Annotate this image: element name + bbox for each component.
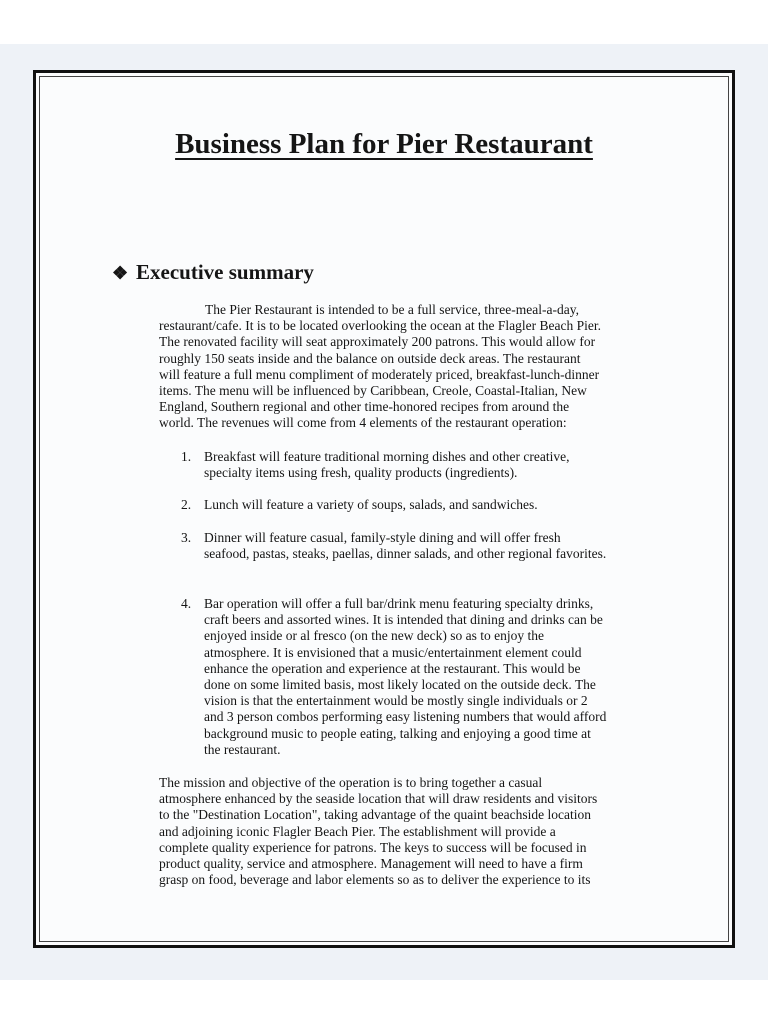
diamond-bullet-icon: ❖ — [112, 263, 129, 283]
list-item-line: and 3 person combos performing easy listening numbers that would afford — [204, 709, 607, 725]
list-item-line: craft beers and assorted wines. It is intended that dining and drinks can be — [204, 612, 603, 628]
paragraph-line: items. The menu will be influenced by Caribbean, Creole, Coastal-Italian, New — [159, 383, 587, 399]
list-item-line: vision is that the entertainment would be mostly single individuals or 2 — [204, 693, 588, 709]
list-item-number: 2. — [181, 497, 192, 512]
list-item-breakfast — [181, 449, 661, 481]
paragraph-line: The renovated facility will seat approximately 200 patrons. This would allow for — [159, 334, 596, 350]
paragraph-line: will feature a full menu compliment of moderately priced, breakfast-lunch-dinner — [159, 366, 600, 382]
paragraph-line: product quality, service and atmosphere. Management will need to have a firm — [159, 856, 583, 872]
list-item-bar-operation — [181, 596, 661, 758]
list-item-lunch — [181, 497, 661, 513]
list-item-line: specialty items using fresh, quality products (ingredients). — [204, 465, 518, 481]
list-item-line: enjoyed inside or al fresco (on the new deck) so as to enjoy the — [204, 628, 545, 644]
list-item-dinner — [181, 530, 661, 562]
intro-paragraph — [159, 302, 659, 432]
paragraph-line: restaurant/cafe. It is to be located overlooking the ocean at the Flagler Beach Pier. — [159, 318, 601, 334]
paragraph-line: The mission and objective of the operation is to bring together a casual — [159, 775, 543, 790]
section-heading-text: Executive summary — [136, 260, 314, 284]
list-item-line: Bar operation will offer a full bar/drink menu featuring specialty drinks, — [204, 596, 594, 611]
list-item-line: Lunch will feature a variety of soups, salads, and sandwiches. — [204, 497, 538, 512]
paragraph-line: to the "Destination Location", taking advantage of the quaint beachside location — [159, 807, 592, 823]
list-item-line: done on some limited basis, most likely located on the outside deck. The — [204, 677, 596, 693]
paragraph-line: grasp on food, beverage and labor elements so as to deliver the experience to its — [159, 872, 591, 888]
list-item-number: 1. — [181, 449, 192, 464]
section-heading — [112, 260, 314, 285]
list-item-line: enhance the operation and experience at the restaurant. This would be — [204, 660, 581, 676]
paragraph-line: complete quality experience for patrons. The keys to success will be focused in — [159, 839, 587, 855]
list-item-line: the restaurant. — [204, 741, 281, 757]
list-item-number: 3. — [181, 530, 192, 545]
paragraph-line: atmosphere enhanced by the seaside location that will draw residents and visitors — [159, 791, 598, 807]
list-item-line: Dinner will feature casual, family-style dining and will offer fresh — [204, 530, 561, 545]
list-item-number: 4. — [181, 596, 192, 611]
paragraph-line: world. The revenues will come from 4 elements of the restaurant operation: — [159, 415, 567, 431]
paragraph-line: England, Southern regional and other time-honored recipes from around the — [159, 399, 570, 415]
mission-paragraph — [159, 775, 659, 888]
list-item-line: atmosphere. It is envisioned that a music/entertainment element could — [204, 644, 582, 660]
paragraph-line: The Pier Restaurant is intended to be a full service, three-meal-a-day, — [205, 302, 579, 317]
list-item-line: seafood, pastas, steaks, paellas, dinner salads, and other regional favorites. — [204, 546, 607, 562]
list-item-line: Breakfast will feature traditional morning dishes and other creative, — [204, 449, 570, 464]
document-title: Business Plan for Pier Restaurant — [175, 128, 593, 160]
paragraph-line: and adjoining iconic Flagler Beach Pier. The establishment will provide a — [159, 823, 556, 839]
paragraph-line: roughly 150 seats inside and the balance on outside deck areas. The restaurant — [159, 350, 581, 366]
list-item-line: background music to people eating, talking and enjoying a good time at — [204, 725, 591, 741]
